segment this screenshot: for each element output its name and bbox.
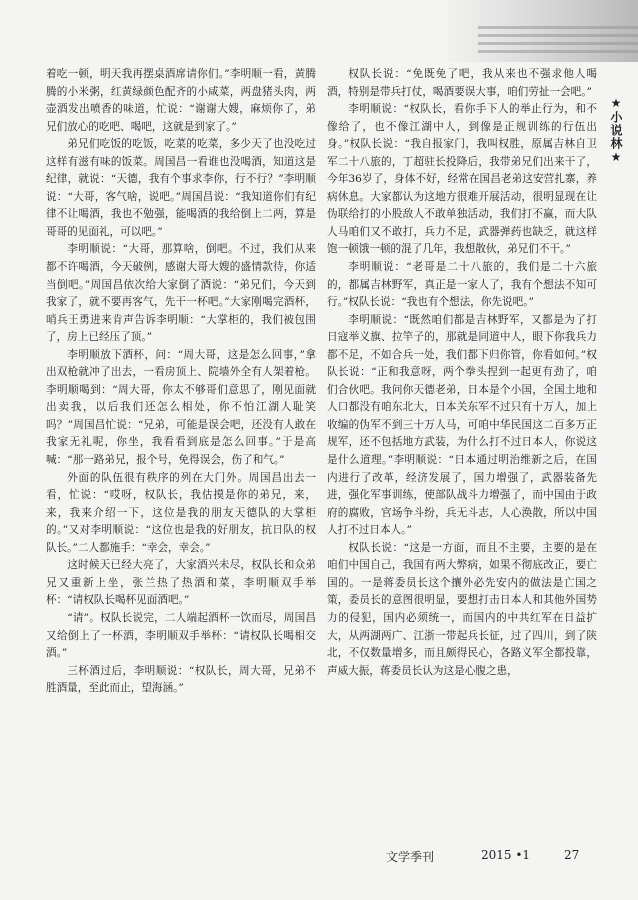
left-column <box>46 66 316 826</box>
header-decoration <box>438 0 638 62</box>
paragraph: 着吃一顿，明天我再摆桌酒席请你们。”李明顺一看，黄腾腾的小米粥，红黄绿颜色配齐的小咸菜，两盘猪头肉，两壶酒发出喷香的味道，忙说：“谢谢大嫂，麻烦你了，弟兄们放心的吃吧、喝吧，这就是到家了。” <box>46 68 316 133</box>
paragraph: 权队长说：“这是一方面，而且不主要，主要的是在咱们中国自己，我国有两大弊病，如果不彻底改正，要亡国的。一是蒋委员长这个攘外必先安内的做法是亡国之策，委员长的意图很明显，要想打击日本人和其他外国势力的侵犯，国内必须统一，而国内的中共红军在日益扩大，从两湖两广、江浙一带起兵长征，过了四川，到了陕北，不仅数量增多，而且颇得民心，各路义军全都投靠，声威大振，蒋委员长认为这是心腹之患， <box>327 541 597 677</box>
paragraph: 李明顺说：“大哥，那算啥，倒吧。不过，我们从来都不许喝酒，今天破例，感谢大哥大嫂的盛情款待，你适当倒吧。”周国昌依次给大家倒了酒说：“弟兄们，今天到我家了，就不要再客气，先干一杯吧。”大家刚喝完酒杯，哨兵王勇进来肯声告诉李明顺：“大掌柜的，我们被包围了，房上已经压了顶。” <box>46 243 316 344</box>
right-column <box>327 66 597 826</box>
paragraph: “请”。权队长说完，二人端起酒杯一饮而尽，周国昌又给倒上了一杯酒，李明顺双手举杯：“请权队长喝相交酒。” <box>46 611 316 660</box>
paragraph: 李明顺说：“老哥是二十八旅的，我们是二十六旅的，都属吉林野军，真正是一家人了，我有个想法不知可行。”权队长说：“我也有个想法，你先说吧。” <box>327 261 597 309</box>
paragraph: 李明顺放下酒杯，问：“周大哥，这是怎么回事，”拿出双枪就冲了出去，一看房顶上、院墙外全有人架着枪。李明顺喝到：“周大哥，你太不够哥们意思了，刚见面就出卖我，以后我们还怎么相处，你不怕江湖人耻笑吗？”周国昌忙说：“兄弟，可能是误会吧，还没有人敢在我家无礼呢，你坐，我看看到底是怎么回事。”于是高喊：“那一路弟兄，报个号，免得误会，伤了和气。” <box>46 348 316 467</box>
issue-number: 2015 •1 <box>481 848 531 862</box>
paragraph: 李明顺说：“权队长，看你手下人的举止行为，和不像给了，也不像江湖中人，到像是正规训练的行伍出身。”权队长说：“我自报家门，我叫权胜，原属吉林自卫军二十八旅的，丁超驻长投降后，我带弟兄们出来干了，今年36岁了，身体不好，经常在国昌老弟这安营扎寨，养病休息。大家都认为这地方很难开展活动，很明显现在让伪联给打的小股敌人不敢单独活动，我们打不赢，而大队人马咱们又不敢打，兵力不足，武器弹药也缺乏，就这样饱一顿饿一顿的混了几年，我想散伙，弟兄们不干。” <box>327 103 597 256</box>
journal-name: 文学季刊 <box>386 850 435 864</box>
paragraph: 这时候天已经大亮了，大家酒兴未尽，权队长和众弟兄又重新上坐，张兰热了热酒和菜，李明顺双手举杯：“请权队长喝杯见面酒吧。” <box>46 559 316 607</box>
page-number: 27 <box>564 848 580 862</box>
paragraph: 李明顺说：“既然咱们都是吉林野军，又都是为了打日寇举义旗、拉竿子的，那就是同道中人，眼下你我兵力都不足，不如合兵一处，我们都下归你管，你看如何。”权队长说：“正和我意呀，两个拳头捏到一起更有劲了，咱们合伙吧。我问你天德老弟，日本是个小国，全国土地和人口都没有咱东北大，日本关东军不过只有十万人，加上收编的伪军不到三十万人马，可咱中华民国这二百多万正规军，还不包括地方武装，为什么打不过日本人，你说这是什么道理。”李明顺说：“日本通过明治维新之后，在国内进行了改革，经济发展了，国力增强了，武器装备先进，强化军事训练，使部队战斗力增强了，而中国由于政府的腐败，官场争斗纷，兵无斗志，人心涣散，所以中国人打不过日本人。” <box>327 313 597 537</box>
section-label: ★小说林★ <box>609 96 623 165</box>
paragraph: 外面的队伍很有秩序的列在大门外。周国昌出去一看，忙说：“哎呀，权队长，我估摸是你的弟兄，来，来，我来介绍一下，这位是我的朋友天德队的大掌柜的。”又对李明顺说：“这位也是我的好朋友，抗日队的权队长。”二人都施手：“幸会，幸会。” <box>46 471 316 554</box>
paragraph: 权队长说：“免既免了吧，我从来也不强求他人喝酒，特别是带兵打仗，喝酒要误大事，咱们劳扯一会吧。” <box>327 68 597 98</box>
paragraph: 三杯酒过后，李明顺说：“权队长，周大哥，兄弟不胜酒量，至此而止，望海涵。” <box>46 664 316 695</box>
paragraph: 弟兄们吃饭的吃饭，吃菜的吃菜，多少天了也没吃过这样有滋有味的饭菜。周国昌一看谁也没喝酒，知道这是纪律，就说：“天德，我有个事求李你，行不行？”李明顺说：“大哥，客气啥，说吧。”周国昌说：“我知道你们有纪律不让喝酒，我也不勉强，能喝酒的我给倒上二两，算是哥哥的见面礼，可以吧。” <box>46 138 316 238</box>
page-footer <box>386 848 606 868</box>
